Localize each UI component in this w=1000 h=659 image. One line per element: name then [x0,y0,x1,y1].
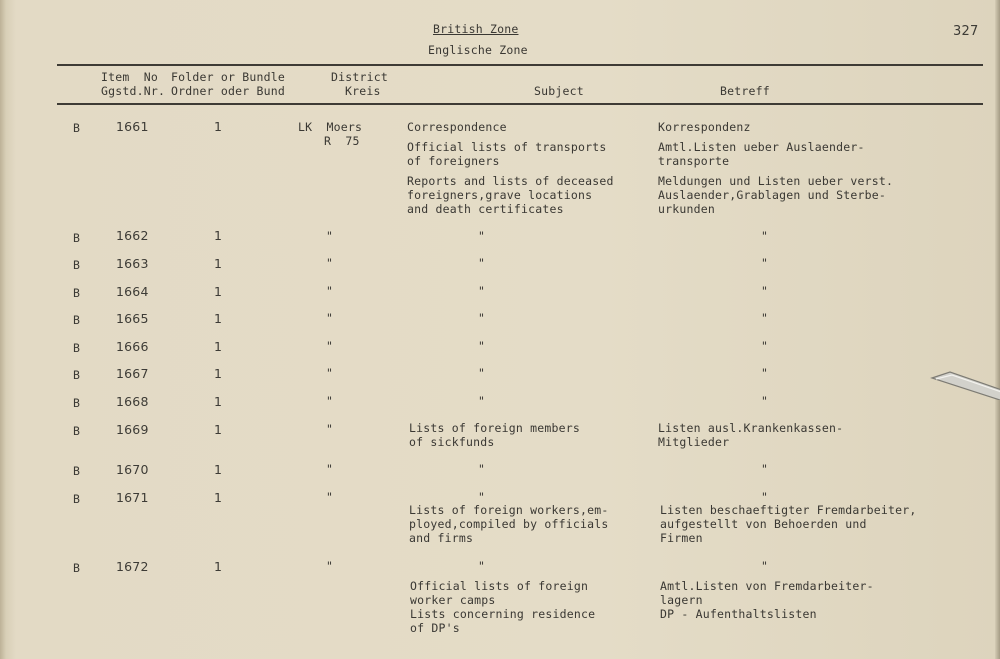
district-ditto: " [326,422,334,436]
row-letter: B [73,121,81,135]
col-district-line2: Kreis [345,84,381,98]
item-number: 1662 [116,228,149,243]
folder-number: 1 [214,228,223,243]
district-ditto: " [326,490,334,504]
row-letter: B [73,424,81,438]
subject-ditto: " [478,229,486,243]
betreff-ditto: " [761,490,769,504]
folder-number: 1 [214,119,223,134]
row-letter: B [73,313,81,327]
betreff-ditto: " [761,366,769,380]
subject-ditto: " [478,256,486,270]
header-top-rule [57,64,983,66]
folder-number: 1 [214,366,223,381]
folder-number: 1 [214,284,223,299]
item-number: 1663 [116,256,149,271]
item-number: 1668 [116,394,149,409]
subject-text: Lists of foreign members of sickfunds [409,421,580,449]
folder-number: 1 [214,559,223,574]
pen-tip-image [930,370,1000,400]
subject-ditto: " [478,490,486,504]
col-subject: Subject [534,84,584,98]
subject-text: Correspondence [407,120,507,134]
item-number: 1666 [116,339,149,354]
betreff-text: Amtl.Listen von Fremdarbeiter- lagern DP - Aufenthaltslisten [660,579,874,621]
page-number: 327 [953,24,979,39]
subject-ditto: " [478,311,486,325]
folder-number: 1 [214,256,223,271]
folder-number: 1 [214,311,223,326]
col-folder-line2: Ordner oder Bund [171,84,285,98]
district-ditto: " [326,311,334,325]
district-ditto: " [326,366,334,380]
betreff-ditto: " [761,284,769,298]
betreff-ditto: " [761,394,769,408]
subject-text: Official lists of foreign worker camps Lists concerning residence of DP's [410,579,596,635]
col-betreff: Betreff [720,84,770,98]
district-ditto: " [326,284,334,298]
col-folder-line1: Folder or Bundle [171,70,285,84]
row-letter: B [73,464,81,478]
row-letter: B [73,492,81,506]
item-number: 1672 [116,559,149,574]
subject-ditto: " [478,366,486,380]
folder-number: 1 [214,490,223,505]
district-ditto: " [326,559,334,573]
item-number: 1669 [116,422,149,437]
betreff-text: Korrespondenz [658,120,751,134]
betreff-text: Listen beschaeftigter Fremdarbeiter, aufgestellt von Behoerden und Firmen [660,503,917,545]
district-ditto: " [326,229,334,243]
col-item-line1: Item No [101,70,158,84]
betreff-text: Amtl.Listen ueber Auslaender- transporte [658,140,865,168]
header-bottom-rule [57,103,983,105]
betreff-text: Meldungen und Listen ueber verst. Auslaender,Grablagen und Sterbe- urkunden [658,174,894,216]
subject-ditto: " [478,284,486,298]
row-letter: B [73,396,81,410]
item-number: 1671 [116,490,149,505]
col-item-line2: Ggstd.Nr. [101,84,166,98]
folder-number: 1 [214,462,223,477]
zone-subtitle: Englische Zone [428,43,528,57]
betreff-ditto: " [761,229,769,243]
subject-ditto: " [478,339,486,353]
row-letter: B [73,368,81,382]
subject-ditto: " [478,462,486,476]
district: LK Moers [298,120,363,134]
folder-number: 1 [214,394,223,409]
betreff-text: Listen ausl.Krankenkassen- Mitglieder [658,421,844,449]
row-letter: B [73,341,81,355]
zone-title: British Zone [433,22,519,36]
row-letter: B [73,231,81,245]
district-code: R 75 [324,134,360,148]
row-letter: B [73,561,81,575]
betreff-ditto: " [761,559,769,573]
district-ditto: " [326,339,334,353]
subject-ditto: " [478,559,486,573]
betreff-ditto: " [761,462,769,476]
item-number: 1670 [116,462,149,477]
district-ditto: " [326,256,334,270]
betreff-ditto: " [761,256,769,270]
subject-ditto: " [478,394,486,408]
folder-number: 1 [214,422,223,437]
district-ditto: " [326,462,334,476]
item-number: 1664 [116,284,149,299]
subject-text: Reports and lists of deceased foreigners,grave locations and death certificates [407,174,614,216]
row-letter: B [73,258,81,272]
betreff-ditto: " [761,339,769,353]
item-number: 1661 [116,119,149,134]
subject-text: Lists of foreign workers,em- ployed,compiled by officials and firms [409,503,609,545]
district-ditto: " [326,394,334,408]
subject-text: Official lists of transports of foreigners [407,140,607,168]
row-letter: B [73,286,81,300]
betreff-ditto: " [761,311,769,325]
item-number: 1667 [116,366,149,381]
item-number: 1665 [116,311,149,326]
page-edge [995,0,1000,659]
folder-number: 1 [214,339,223,354]
col-district-line1: District [331,70,388,84]
